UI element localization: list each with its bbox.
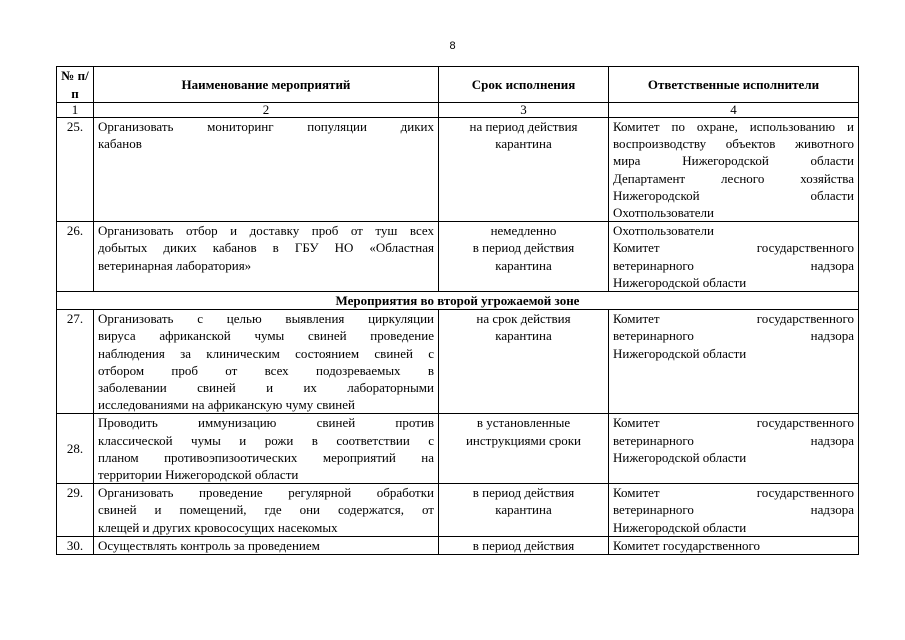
cell-line: карантина (495, 136, 552, 152)
row-number: 29. (57, 484, 94, 537)
measures-table (56, 66, 859, 555)
cell-line: Охотпользователи (613, 205, 714, 221)
cell-line: планом противоэпизоотических мероприятий на (98, 449, 434, 465)
cell-line: клещей и других кровососущих насекомых (98, 519, 338, 535)
cell-line: территории Нижегородской области (98, 467, 299, 483)
measure-name (94, 414, 439, 484)
cell-line: ветеринарного надзора (613, 502, 854, 518)
cell-line: в установленные (476, 415, 571, 431)
cell-line: классической чумы и рожи в соответствии с (98, 432, 434, 448)
execution-term (439, 118, 609, 222)
cell-line: Комитет государственного (613, 311, 854, 327)
cell-line: Комитет по охране, использованию и (613, 119, 854, 134)
measure-name (94, 222, 439, 292)
cell-line: Нижегородской области (613, 274, 747, 290)
cell-line: Осуществлять контроль за проведением (98, 537, 320, 553)
row-number: 28. (57, 414, 94, 484)
cell-line: заболевании свиней и их лабораторными (98, 380, 434, 396)
measure-name (94, 310, 439, 414)
cell-line: Комитет государственного (613, 537, 761, 553)
measure-name (94, 536, 439, 554)
cell-line: в период действия (472, 240, 575, 256)
cell-line: ветеринарного надзора (613, 257, 854, 273)
cell-line: Департамент лесного хозяйства (613, 170, 854, 186)
header-row (57, 67, 859, 103)
responsible-executors (609, 118, 859, 222)
table-row (57, 222, 859, 292)
responsible-executors (609, 484, 859, 537)
row-number: 25. (57, 118, 94, 222)
column-number: 4 (609, 103, 859, 118)
cell-line: наблюдения за клиническим состоянием свиней с (98, 345, 434, 361)
responsible-executors (609, 536, 859, 554)
header-term: Срок исполнения (439, 67, 609, 103)
responsible-executors (609, 310, 859, 414)
cell-line: ветеринарного надзора (613, 432, 854, 448)
cell-line: кабанов (98, 136, 142, 152)
row-number: 27. (57, 310, 94, 414)
cell-line: Нижегородской области (613, 187, 854, 203)
cell-line: ветеринарного надзора (613, 328, 854, 344)
cell-line: на срок действия (476, 311, 571, 327)
section-row (57, 292, 859, 310)
header-name: Наименование мероприятий (94, 67, 439, 103)
cell-line: Нижегородской области (613, 449, 747, 465)
cell-line: Охотпользователи (613, 223, 714, 239)
table-row (57, 484, 859, 537)
execution-term (439, 484, 609, 537)
section-title: Мероприятия во второй угрожаемой зоне (57, 292, 859, 310)
responsible-executors (609, 222, 859, 292)
execution-term (439, 310, 609, 414)
cell-line: вируса африканской чумы свиней проведение (98, 328, 434, 344)
cell-line: в период действия (472, 485, 575, 501)
table-row (57, 310, 859, 414)
cell-line: воспроизводству объектов животного (613, 136, 854, 152)
measure-name (94, 484, 439, 537)
table-row (57, 536, 859, 554)
column-number-row (57, 103, 859, 118)
header-num: № п/п (57, 67, 94, 103)
cell-line: Организовать с целью выявления циркуляции (98, 311, 434, 327)
measure-name (94, 118, 439, 222)
cell-line: добытых диких кабанов в ГБУ НО «Областная (98, 240, 434, 256)
execution-term (439, 536, 609, 554)
column-number: 2 (94, 103, 439, 118)
cell-line: карантина (495, 257, 552, 273)
header-resp: Ответственные исполнители (609, 67, 859, 103)
column-number: 1 (57, 103, 94, 118)
row-number: 26. (57, 222, 94, 292)
execution-term (439, 414, 609, 484)
cell-line: Проводить иммунизацию свиней против (98, 415, 434, 431)
cell-line: Комитет государственного (613, 415, 854, 431)
cell-line: карантина (495, 502, 552, 518)
table-row (57, 118, 859, 222)
responsible-executors (609, 414, 859, 484)
execution-term (439, 222, 609, 292)
table-row (57, 414, 859, 484)
cell-line: мира Нижегородской области (613, 153, 854, 169)
cell-line: отбором проб от всех подозреваемых в (98, 362, 434, 378)
cell-line: инструкциями сроки (465, 432, 582, 448)
cell-line: в период действия (472, 537, 575, 553)
cell-line: Организовать отбор и доставку проб от туш всех (98, 223, 434, 239)
cell-line: Нижегородской области (613, 345, 747, 361)
cell-line: на период действия (469, 119, 578, 134)
page-number: 8 (449, 40, 456, 52)
cell-line: свиней и помещений, где они содержатся, от (98, 502, 434, 518)
cell-line: Комитет государственного (613, 485, 854, 501)
column-number: 3 (439, 103, 609, 118)
row-number: 30. (57, 536, 94, 554)
cell-line: карантина (495, 328, 552, 344)
cell-line: Комитет государственного (613, 240, 854, 256)
cell-line: Организовать мониторинг популяции диких (98, 119, 434, 134)
cell-line: Нижегородской области (613, 519, 747, 535)
cell-line: исследованиями на африканскую чуму свиней (98, 397, 355, 413)
cell-line: немедленно (490, 223, 557, 239)
cell-line: Организовать проведение регулярной обработки (98, 485, 434, 501)
cell-line: ветеринарная лаборатория» (98, 257, 252, 273)
